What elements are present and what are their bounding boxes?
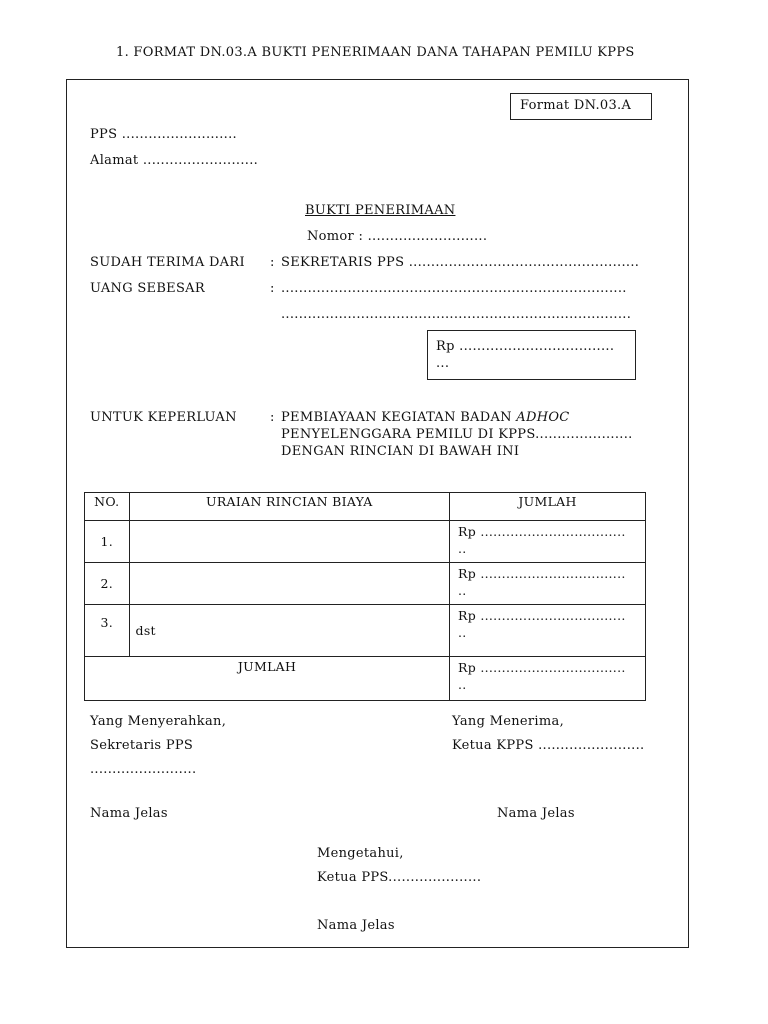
purpose-line-3: DENGAN RINCIAN DI BAWAH INI	[281, 444, 520, 459]
table-total-row	[85, 657, 646, 701]
purpose-adhoc: ADHOC	[516, 410, 570, 425]
receiver-title: Yang Menerima,	[452, 714, 565, 729]
approver-name: Nama Jelas	[317, 918, 395, 933]
cost-breakdown-table	[84, 492, 646, 701]
table-row	[85, 521, 646, 563]
format-code: Format DN.03.A	[520, 98, 632, 113]
submitter-title: Yang Menyerahkan,	[90, 714, 227, 729]
row-amount-cont: ..	[458, 541, 467, 556]
table-row	[85, 605, 646, 657]
received-from-colon: :	[270, 255, 275, 270]
address-field: Alamat ..........................	[90, 153, 259, 168]
row-description	[129, 521, 450, 563]
row-amount-value: Rp ..................................	[458, 608, 626, 623]
received-from-value: SEKRETARIS PPS ....................................................	[281, 255, 640, 270]
pps-field: PPS ..........................	[90, 127, 237, 142]
purpose-label: UNTUK KEPERLUAN	[90, 410, 237, 425]
receipt-title: BUKTI PENERIMAAN	[305, 203, 456, 218]
receiver-role: Ketua KPPS ........................	[452, 738, 645, 753]
table-row	[85, 563, 646, 605]
row-description	[129, 563, 450, 605]
amount-label: UANG SEBESAR	[90, 281, 205, 296]
submitter-dots: ........................	[90, 762, 197, 777]
purpose-line-1	[281, 410, 570, 425]
purpose-line-2: PENYELENGGARA PEMILU DI KPPS......................	[281, 427, 633, 442]
table-header-row	[85, 493, 646, 521]
row-amount-value: Rp ..................................	[458, 566, 626, 581]
received-from-label: SUDAH TERIMA DARI	[90, 255, 245, 270]
row-description: dst	[129, 605, 450, 657]
header-description: URAIAN RINCIAN BIAYA	[129, 493, 450, 521]
row-no: 2.	[85, 563, 130, 605]
amount-rp-line-2: ...	[436, 356, 450, 371]
header-amount: JUMLAH	[450, 493, 646, 521]
receiver-name: Nama Jelas	[497, 806, 575, 821]
amount-colon: :	[270, 281, 275, 296]
amount-rp-line-1: Rp ...................................	[436, 339, 615, 354]
row-no: 3.	[85, 605, 130, 657]
total-label: JUMLAH	[85, 657, 450, 701]
total-amount-cont: ..	[458, 677, 467, 692]
approver-role: Ketua PPS.....................	[317, 870, 482, 885]
purpose-line-1-text: PEMBIAYAAN KEGIATAN BADAN	[281, 410, 512, 425]
amount-rp-box	[427, 330, 636, 380]
row-amount-cont: ..	[458, 583, 467, 598]
submitter-role: Sekretaris PPS	[90, 738, 194, 753]
document-heading: 1. FORMAT DN.03.A BUKTI PENERIMAAN DANA TAHAPAN PEMILU KPPS	[116, 45, 635, 60]
row-amount	[450, 521, 646, 563]
total-amount	[450, 657, 646, 701]
row-amount-value: Rp ..................................	[458, 524, 626, 539]
submitter-name: Nama Jelas	[90, 806, 168, 821]
amount-words-line-1: ..............................................................................	[281, 281, 627, 296]
format-code-box	[510, 93, 652, 120]
row-amount	[450, 563, 646, 605]
row-amount	[450, 605, 646, 657]
amount-words-line-2: ...............................................................................	[281, 307, 632, 322]
total-amount-value: Rp ..................................	[458, 660, 626, 675]
header-no: NO.	[85, 493, 130, 521]
row-no: 1.	[85, 521, 130, 563]
purpose-colon: :	[270, 410, 275, 425]
approver-title: Mengetahui,	[317, 846, 404, 861]
row-amount-cont: ..	[458, 625, 467, 640]
receipt-number: Nomor : ...........................	[307, 229, 488, 244]
